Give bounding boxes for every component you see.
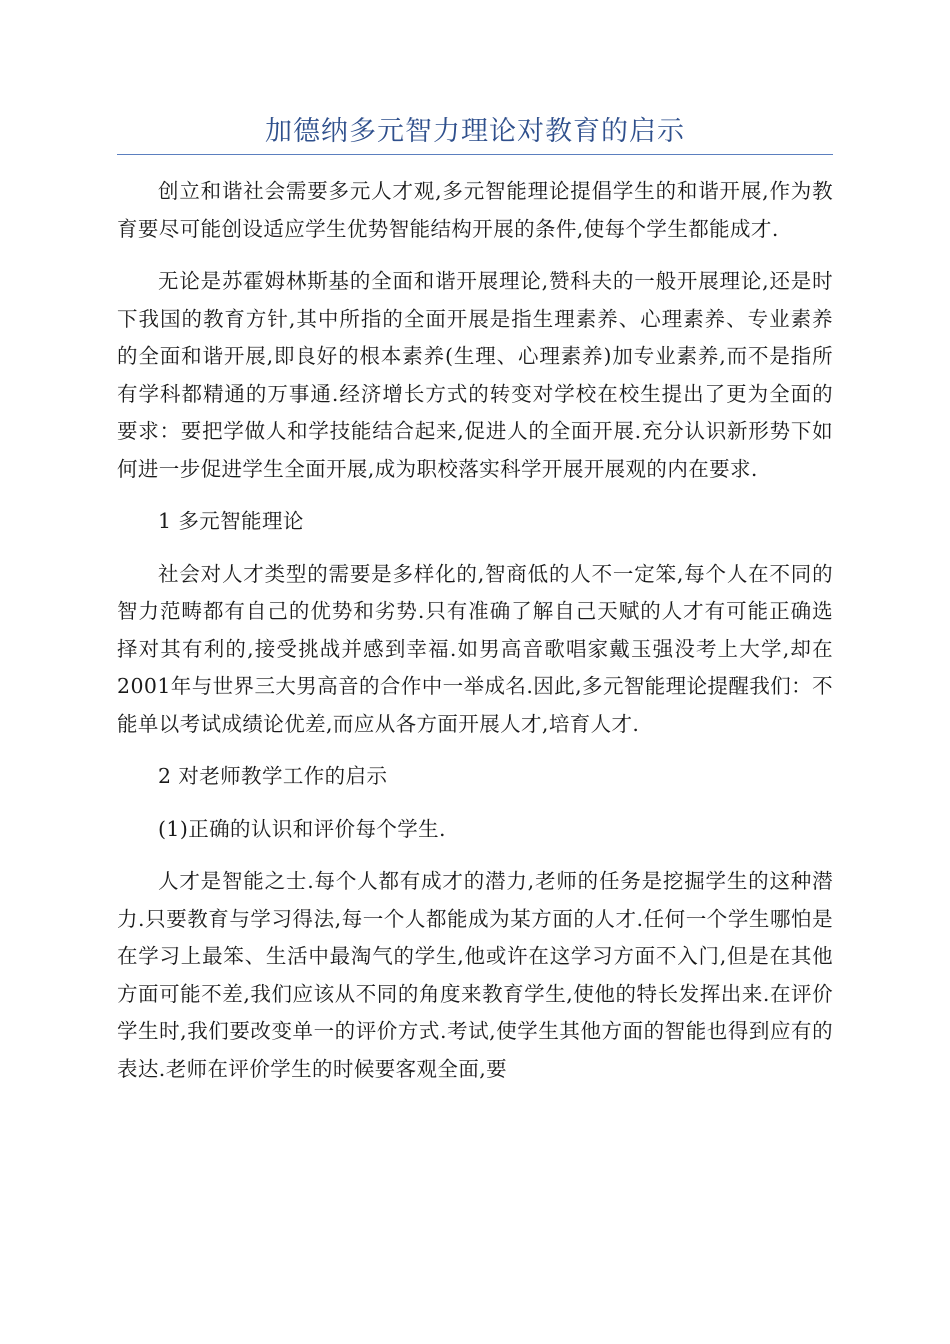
section-heading-1: 1 多元智能理论 [158,509,304,533]
paragraph-development: 无论是苏霍姆林斯基的全面和谐开展理论,赞科夫的一般开展理论,还是时下我国的教育方针,其中所指的全面开展是指生理素养、心理素养、专业素养的全面和谐开展,即良好的根本素养(生理、心理素养)加专业素养,而不是指所有学科都精通的万事通.经济增长方式的转变对学校在校生提出了更为全面的要求：要把学做人和学技能结合起来,促进人的全面开展.充分认识新形势下如何进一步促进学生全面开展,成为职校落实科学开展开展观的内在要求. [117,269,833,481]
document-body [117,173,833,1088]
paragraph-talent-types: 社会对人才类型的需要是多样化的,智商低的人不一定笨,每个人在不同的智力范畴都有自己的优势和劣势.只有准确了解自己天赋的人才有可能正确选择对其有利的,接受挑战并感到幸福.如男高音歌唱家戴玉强没考上大学,却在2001年与世界三大男高音的合作中一举成名.因此,多元智能理论提醒我们：不能单以考试成绩论优差,而应从各方面开展人才,培育人才. [117,561,833,736]
paragraph-evaluation: 人才是智能之士.每个人都有成才的潜力,老师的任务是挖掘学生的这种潜力.只要教育与学习得法,每一个人都能成为某方面的人才.任何一个学生哪怕是在学习上最笨、生活中最淘气的学生,他或许在这学习方面不入门,但是在其他方面可能不差,我们应该从不同的角度来教育学生,使他的特长发挥出来.在评价学生时,我们要改变单一的评价方式.考试,使学生其他方面的智能也得到应有的表达.老师在评价学生的时候要客观全面,要 [117,869,833,1081]
document-title: 加德纳多元智力理论对教育的启示 [265,116,685,147]
subsection-heading-1: (1)正确的认识和评价每个学生. [158,816,446,841]
section-heading-2: 2 对老师教学工作的启示 [158,764,388,788]
paragraph-intro: 创立和谐社会需要多元人才观,多元智能理论提倡学生的和谐开展,作为教育要尽可能创设适应学生优势智能结构开展的条件,使每个学生都能成才. [117,179,833,241]
title-underline [117,154,833,155]
